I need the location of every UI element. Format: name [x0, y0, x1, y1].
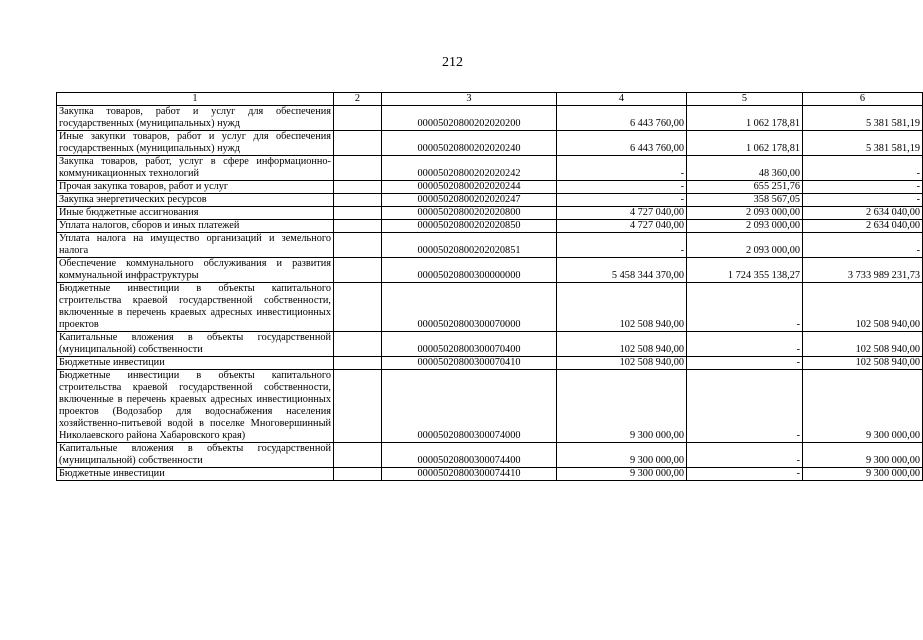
table-row	[57, 357, 923, 370]
row-amount-6: 2 634 040,00	[803, 207, 923, 220]
row-name: Бюджетные инвестиции в объекты капитального строительства краевой государственной собственности, включенные в перечень краевых адресных инвестиционных проектов (Водозабор для водоснабжения населения хозяйственно-питьевой водой в поселке Многовершинный Николаевского района Хабаровского края)	[57, 370, 334, 443]
table-row	[57, 233, 923, 258]
row-amount-6: 5 381 581,19	[803, 106, 923, 131]
row-amount-6: 102 508 940,00	[803, 332, 923, 357]
row-amount-5: 1 062 178,81	[687, 131, 803, 156]
row-amount-5: 48 360,00	[687, 156, 803, 181]
row-amount-4: 4 727 040,00	[557, 207, 687, 220]
table-row	[57, 468, 923, 481]
row-col2	[334, 370, 382, 443]
row-col2	[334, 332, 382, 357]
table-row	[57, 258, 923, 283]
row-name: Прочая закупка товаров, работ и услуг	[57, 181, 334, 194]
row-amount-6: 102 508 940,00	[803, 283, 923, 332]
header-col-1: 1	[57, 93, 334, 106]
row-amount-4: 9 300 000,00	[557, 443, 687, 468]
row-col2	[334, 131, 382, 156]
row-amount-5: -	[687, 357, 803, 370]
row-amount-4: 9 300 000,00	[557, 468, 687, 481]
row-amount-6: 102 508 940,00	[803, 357, 923, 370]
row-name: Закупка товаров, работ, услуг в сфере информационно-коммуникационных технологий	[57, 156, 334, 181]
row-name: Обеспечение коммунального обслуживания и развития коммунальной инфраструктуры	[57, 258, 334, 283]
row-amount-6: 5 381 581,19	[803, 131, 923, 156]
row-code: 00005020800202020850	[382, 220, 557, 233]
table-row	[57, 181, 923, 194]
table-body	[57, 106, 923, 481]
row-amount-5: 1 724 355 138,27	[687, 258, 803, 283]
header-col-4: 4	[557, 93, 687, 106]
row-name: Иные закупки товаров, работ и услуг для обеспечения государственных (муниципальных) нужд	[57, 131, 334, 156]
row-code: 00005020800202020200	[382, 106, 557, 131]
row-name: Закупка товаров, работ и услуг для обеспечения государственных (муниципальных) нужд	[57, 106, 334, 131]
row-amount-5: 655 251,76	[687, 181, 803, 194]
header-col-5: 5	[687, 93, 803, 106]
row-amount-4: 9 300 000,00	[557, 370, 687, 443]
header-col-2: 2	[334, 93, 382, 106]
row-amount-4: -	[557, 181, 687, 194]
row-code: 00005020800300074400	[382, 443, 557, 468]
table-row	[57, 370, 923, 443]
row-col2	[334, 156, 382, 181]
header-row	[57, 93, 923, 106]
row-code: 00005020800300000000	[382, 258, 557, 283]
row-col2	[334, 443, 382, 468]
row-amount-4: 6 443 760,00	[557, 131, 687, 156]
table-row	[57, 220, 923, 233]
row-code: 00005020800300070410	[382, 357, 557, 370]
table-row	[57, 207, 923, 220]
row-amount-5: 1 062 178,81	[687, 106, 803, 131]
row-col2	[334, 283, 382, 332]
row-name: Закупка энергетических ресурсов	[57, 194, 334, 207]
header-col-3: 3	[382, 93, 557, 106]
row-amount-6: 9 300 000,00	[803, 443, 923, 468]
row-amount-6: -	[803, 233, 923, 258]
row-amount-4: 6 443 760,00	[557, 106, 687, 131]
row-col2	[334, 106, 382, 131]
row-amount-5: 358 567,05	[687, 194, 803, 207]
row-col2	[334, 220, 382, 233]
page-number: 212	[442, 55, 463, 70]
row-code: 00005020800202020240	[382, 131, 557, 156]
row-col2	[334, 258, 382, 283]
table-row	[57, 283, 923, 332]
row-amount-4: 5 458 344 370,00	[557, 258, 687, 283]
row-amount-6: 9 300 000,00	[803, 468, 923, 481]
row-amount-5: 2 093 000,00	[687, 207, 803, 220]
table-header	[57, 93, 923, 106]
row-name: Бюджетные инвестиции	[57, 357, 334, 370]
row-code: 00005020800300070000	[382, 283, 557, 332]
row-code: 00005020800300074000	[382, 370, 557, 443]
row-amount-4: 102 508 940,00	[557, 357, 687, 370]
row-amount-4: -	[557, 194, 687, 207]
row-amount-4: 4 727 040,00	[557, 220, 687, 233]
row-amount-5: -	[687, 370, 803, 443]
row-amount-4: 102 508 940,00	[557, 332, 687, 357]
row-amount-4: 102 508 940,00	[557, 283, 687, 332]
row-amount-6: 3 733 989 231,73	[803, 258, 923, 283]
budget-table	[56, 92, 923, 481]
header-col-6: 6	[803, 93, 923, 106]
row-name: Уплата налога на имущество организаций и земельного налога	[57, 233, 334, 258]
row-code: 00005020800202020244	[382, 181, 557, 194]
row-amount-5: -	[687, 332, 803, 357]
table-row	[57, 443, 923, 468]
row-amount-6: 9 300 000,00	[803, 370, 923, 443]
row-name: Бюджетные инвестиции в объекты капитального строительства краевой государственной собственности, включенные в перечень краевых адресных инвестиционных проектов	[57, 283, 334, 332]
table-row	[57, 194, 923, 207]
row-amount-5: -	[687, 468, 803, 481]
row-code: 00005020800202020242	[382, 156, 557, 181]
table-row	[57, 156, 923, 181]
row-col2	[334, 233, 382, 258]
row-col2	[334, 468, 382, 481]
row-name: Уплата налогов, сборов и иных платежей	[57, 220, 334, 233]
table-row	[57, 131, 923, 156]
row-name: Капитальные вложения в объекты государственной (муниципальной) собственности	[57, 332, 334, 357]
table-row	[57, 332, 923, 357]
row-col2	[334, 357, 382, 370]
row-name: Бюджетные инвестиции	[57, 468, 334, 481]
row-amount-6: 2 634 040,00	[803, 220, 923, 233]
row-code: 00005020800202020247	[382, 194, 557, 207]
row-amount-6: -	[803, 194, 923, 207]
row-code: 00005020800300070400	[382, 332, 557, 357]
row-amount-5: 2 093 000,00	[687, 220, 803, 233]
row-amount-5: 2 093 000,00	[687, 233, 803, 258]
row-code: 00005020800202020851	[382, 233, 557, 258]
row-amount-5: -	[687, 443, 803, 468]
row-col2	[334, 207, 382, 220]
row-code: 00005020800300074410	[382, 468, 557, 481]
row-amount-6: -	[803, 156, 923, 181]
row-name: Капитальные вложения в объекты государственной (муниципальной) собственности	[57, 443, 334, 468]
row-amount-6: -	[803, 181, 923, 194]
table-row	[57, 106, 923, 131]
row-col2	[334, 194, 382, 207]
row-name: Иные бюджетные ассигнования	[57, 207, 334, 220]
row-code: 00005020800202020800	[382, 207, 557, 220]
row-amount-4: -	[557, 233, 687, 258]
row-amount-5: -	[687, 283, 803, 332]
row-col2	[334, 181, 382, 194]
row-amount-4: -	[557, 156, 687, 181]
